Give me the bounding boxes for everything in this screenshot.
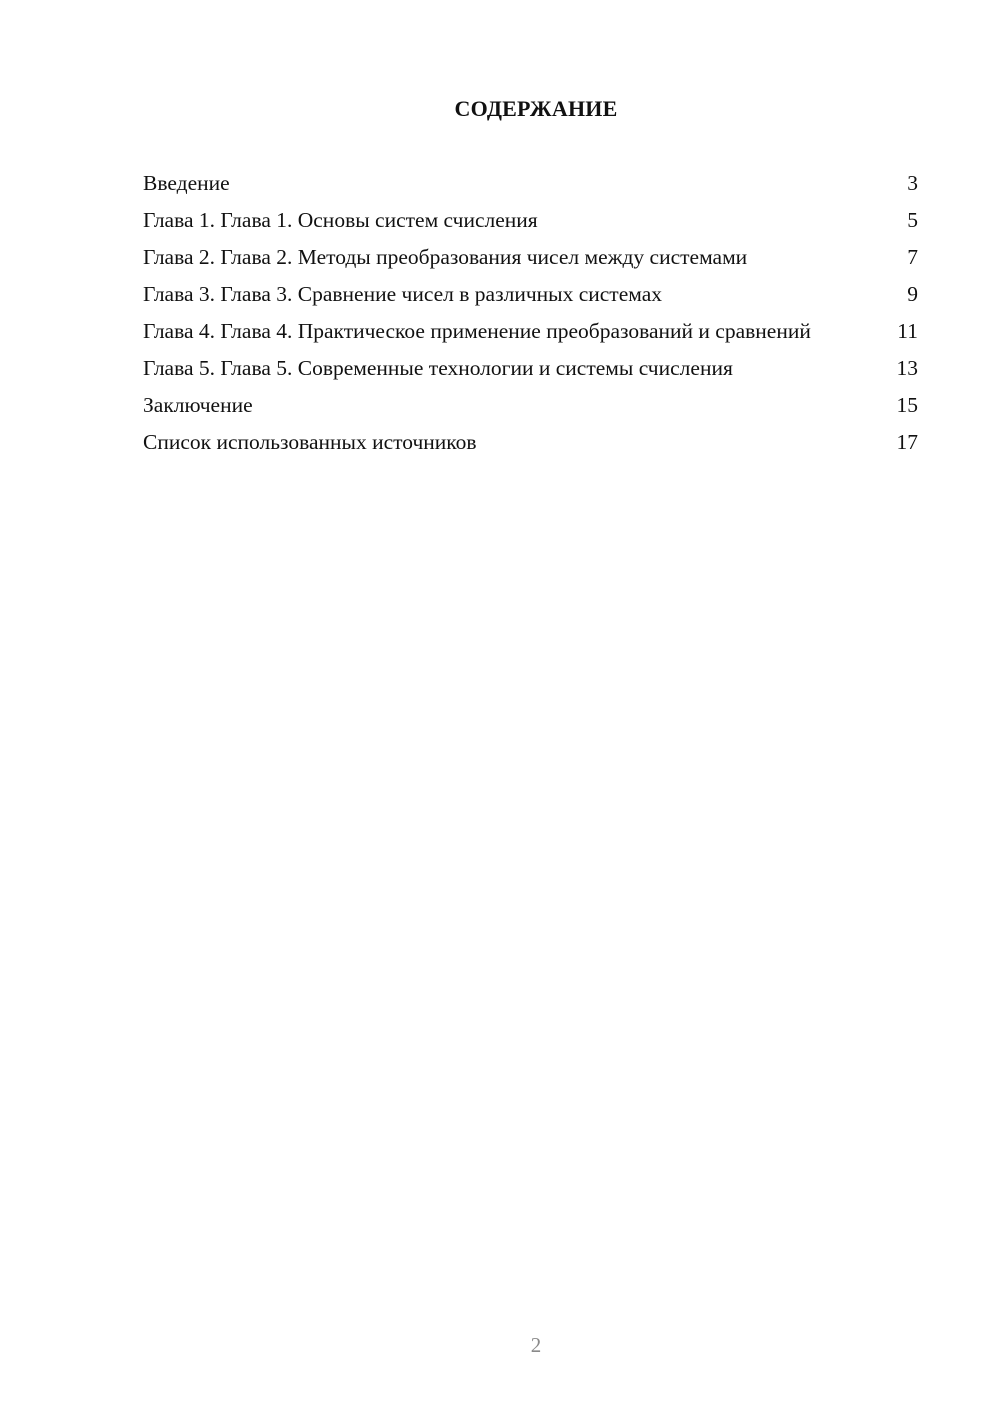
toc-entry-references bbox=[143, 429, 918, 456]
toc-title: СОДЕРЖАНИЕ bbox=[454, 96, 618, 121]
toc-entry-text: Глава 1. Глава 1. Основы систем счисления bbox=[143, 208, 538, 232]
toc-entry-chapter-1 bbox=[143, 207, 918, 234]
toc-entry-text: Глава 2. Глава 2. Методы преобразования чисел между системами bbox=[143, 245, 748, 269]
toc-entry-text: Глава 4. Глава 4. Практическое применение преобразований и сравнений bbox=[143, 319, 811, 343]
toc-entry-page: 9 bbox=[907, 282, 918, 306]
toc-entry-page: 11 bbox=[897, 319, 918, 343]
toc-entry-chapter-3 bbox=[143, 281, 918, 308]
page-number: 2 bbox=[530, 1333, 542, 1357]
toc-entry-chapter-5 bbox=[143, 355, 918, 382]
toc-entry-page: 3 bbox=[907, 171, 918, 195]
toc-entry-introduction bbox=[143, 170, 918, 197]
toc-entry-page: 5 bbox=[907, 208, 918, 232]
toc-entry-text: Список использованных источников bbox=[143, 430, 477, 454]
toc-entry-chapter-2 bbox=[143, 244, 918, 271]
toc-list bbox=[143, 170, 918, 466]
toc-entry-text: Заключение bbox=[143, 393, 253, 417]
toc-entry-page: 15 bbox=[896, 393, 918, 417]
toc-entry-conclusion bbox=[143, 392, 918, 419]
toc-entry-page: 7 bbox=[907, 245, 918, 269]
toc-entry-chapter-4 bbox=[143, 318, 918, 345]
toc-entry-page: 17 bbox=[896, 430, 918, 454]
toc-entry-page: 13 bbox=[896, 356, 918, 380]
toc-entry-text: Глава 5. Глава 5. Современные технологии и системы счисления bbox=[143, 356, 733, 380]
toc-entry-text: Глава 3. Глава 3. Сравнение чисел в различных системах bbox=[143, 282, 662, 306]
toc-entry-text: Введение bbox=[143, 171, 230, 195]
